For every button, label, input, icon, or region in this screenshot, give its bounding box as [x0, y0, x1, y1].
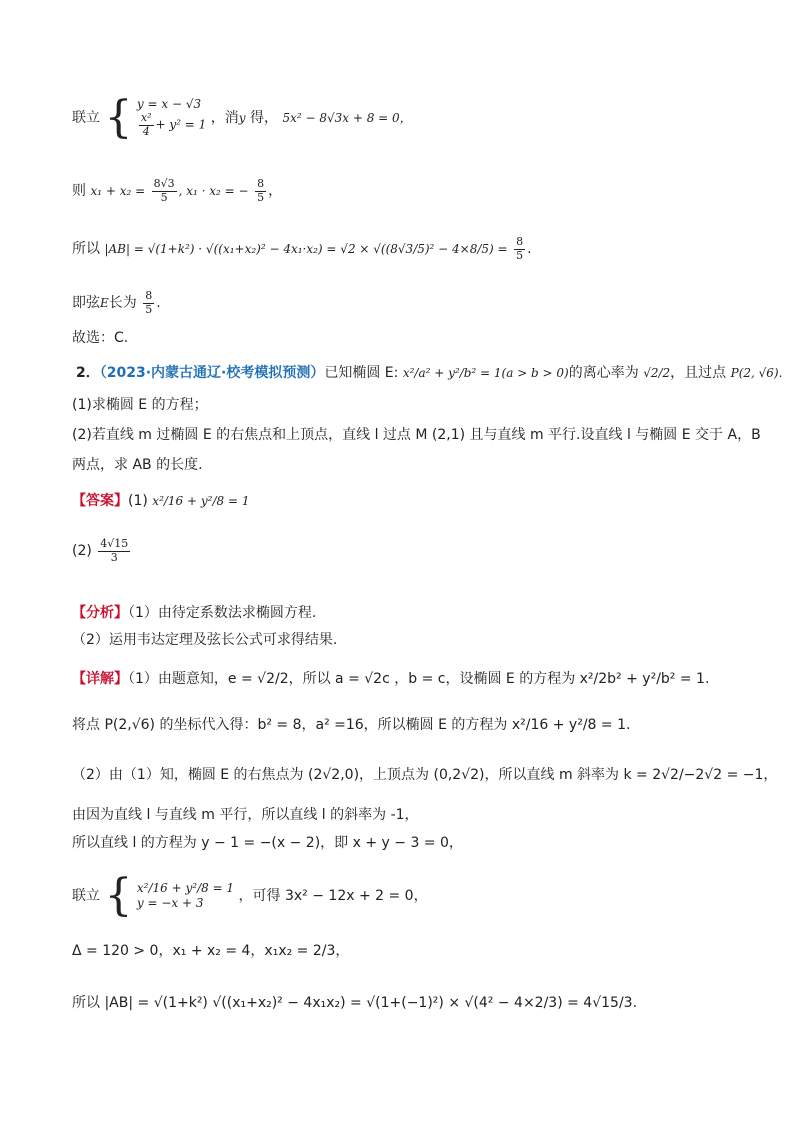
detail-line-6: 联立 { x²/16 + y²/8 = 1 y = −x + 3 ，可得 3x² − 12x + 2 = 0，: [72, 870, 428, 921]
fraction-sum: $\frac{8√3}{5}$: [153, 177, 175, 204]
equation-system: [137, 97, 206, 138]
var-y: y: [238, 111, 246, 125]
system-eq-1: y = x − √3: [136, 97, 202, 112]
question-2-part-2a: (2)若直线 m 过椭圆 E 的右焦点和上顶点，直线 l 过点 M (2,1) 且与直线 m 平行.设直线 l 与椭圆 E 交于 A，B: [72, 427, 761, 443]
fraction-chord: $\frac{8}{5}$: [145, 289, 153, 316]
fraction-result: $\frac{8}{5}$: [516, 235, 524, 262]
text-de: 得，: [245, 110, 278, 126]
detail-line-4: 由因为直线 l 与直线 m 平行，所以直线 l 的斜率为 -1，: [72, 807, 419, 823]
line-system-1: [72, 92, 412, 143]
fraction-product: $\frac{8}{5}$: [257, 177, 265, 204]
eccentricity: √2/2: [643, 366, 671, 380]
question-source: （2023·内蒙古通辽·校考模拟预测）: [99, 365, 325, 381]
left-brace: {: [104, 92, 133, 143]
line-answer-choice: 故选：C.: [72, 330, 129, 346]
answer-1: x²/16 + y²/8 = 1: [152, 494, 250, 508]
point-P: P(2, √6).: [730, 366, 783, 380]
line-vieta-1: 则 x₁ + x₂ = $\frac{8√3}{5}$ , x₁ · x₂ = − $\frac{8}{5}$ ，: [72, 177, 283, 204]
detail-line-8: 所以 |AB| = √(1+k²) √((x₁+x₂)² − 4x₁x₂) = √(1+(−1)²) × √(4² − 4×2/3) = 4√15/3.: [72, 995, 638, 1011]
equation-system-2: x²/16 + y²/8 = 1 y = −x + 3: [136, 881, 235, 910]
left-brace: {: [104, 870, 133, 921]
analysis-line-1: 【分析】（1）由待定系数法求椭圆方程.: [72, 605, 317, 621]
question-2-part-1: (1)求椭圆 E 的方程；: [72, 397, 208, 413]
answer-line-1: 【答案】(1) x²/16 + y²/8 = 1: [72, 493, 250, 509]
text-xiao: ，消: [210, 110, 239, 126]
question-2-title: 2．（2023·内蒙古通辽·校考模拟预测）已知椭圆 E: x²/a² + y²/b² = 1(a > b > 0)的离心率为 √2/2，且过点 P(2, √6).: [76, 365, 783, 381]
quadratic-eq: 5x² − 8√3x + 8 = 0，: [282, 111, 412, 125]
analysis-line-2: （2）运用韦达定理及弦长公式可求得结果.: [72, 632, 338, 648]
answer-label: 【答案】: [72, 493, 128, 509]
answer-line-2: (2) $\frac{4√15}{3}$: [72, 537, 129, 564]
line-ab-length-1: 所以 |AB| = √(1+k²) · √((x₁+x₂)² − 4x₁·x₂) = √2 × √((8√3/5)² − 4×8/5) = $\frac{8}{5}$ .: [72, 235, 532, 262]
system-eq-2: $\frac{\text{x²}}{4}$ + y² = 1: [140, 111, 207, 138]
text-ze: 则: [72, 183, 86, 200]
detail-line-1: 【详解】（1）由题意知，e = √2/2，所以 a = √2c ，b = c，设椭圆 E 的方程为 x²/2b² + y²/b² = 1.: [72, 671, 710, 687]
ab-formula: |AB| = √(1+k²) · √((x₁+x₂)² − 4x₁·x₂) = √2 × √((8√3/5)² − 4×8/5) =: [104, 242, 508, 257]
ellipse-eq: x²/a² + y²/b² = 1(a > b > 0): [402, 366, 569, 380]
text-lianli: 联立: [72, 110, 100, 126]
fraction: $\frac{\text{x²}}{4}$: [140, 111, 152, 138]
text-suoyi: 所以: [72, 241, 100, 258]
sum-expr: x₁ + x₂ =: [90, 184, 146, 199]
detail-label: 【详解】: [72, 671, 128, 687]
detail-line-2: 将点 P(2,√6) 的坐标代入得：b² = 8，a² =16，所以椭圆 E 的方程为 x²/16 + y²/8 = 1.: [72, 717, 631, 733]
analysis-label: 【分析】: [72, 605, 128, 621]
detail-line-3: （2）由（1）知，椭圆 E 的右焦点为 (2√2,0)，上顶点为 (0,2√2)，所以直线 m 斜率为 k = 2√2/−2√2 = −1，: [72, 767, 778, 783]
question-number: 2．: [76, 365, 100, 381]
question-text: 已知椭圆 E:: [324, 365, 399, 381]
question-2-part-2b: 两点，求 AB 的长度.: [72, 457, 203, 473]
detail-line-7: Δ = 120 > 0，x₁ + x₂ = 4，x₁x₂ = 2/3，: [72, 943, 350, 959]
answer-2-fraction: $\frac{4√15}{3}$: [100, 537, 129, 564]
detail-line-5: 所以直线 l 的方程为 y − 1 = −(x − 2)，即 x + y − 3 = 0，: [72, 835, 463, 851]
product-expr: , x₁ · x₂ = −: [178, 184, 249, 199]
line-chord: 即弦E长为 $\frac{8}{5}$ .: [72, 289, 161, 316]
